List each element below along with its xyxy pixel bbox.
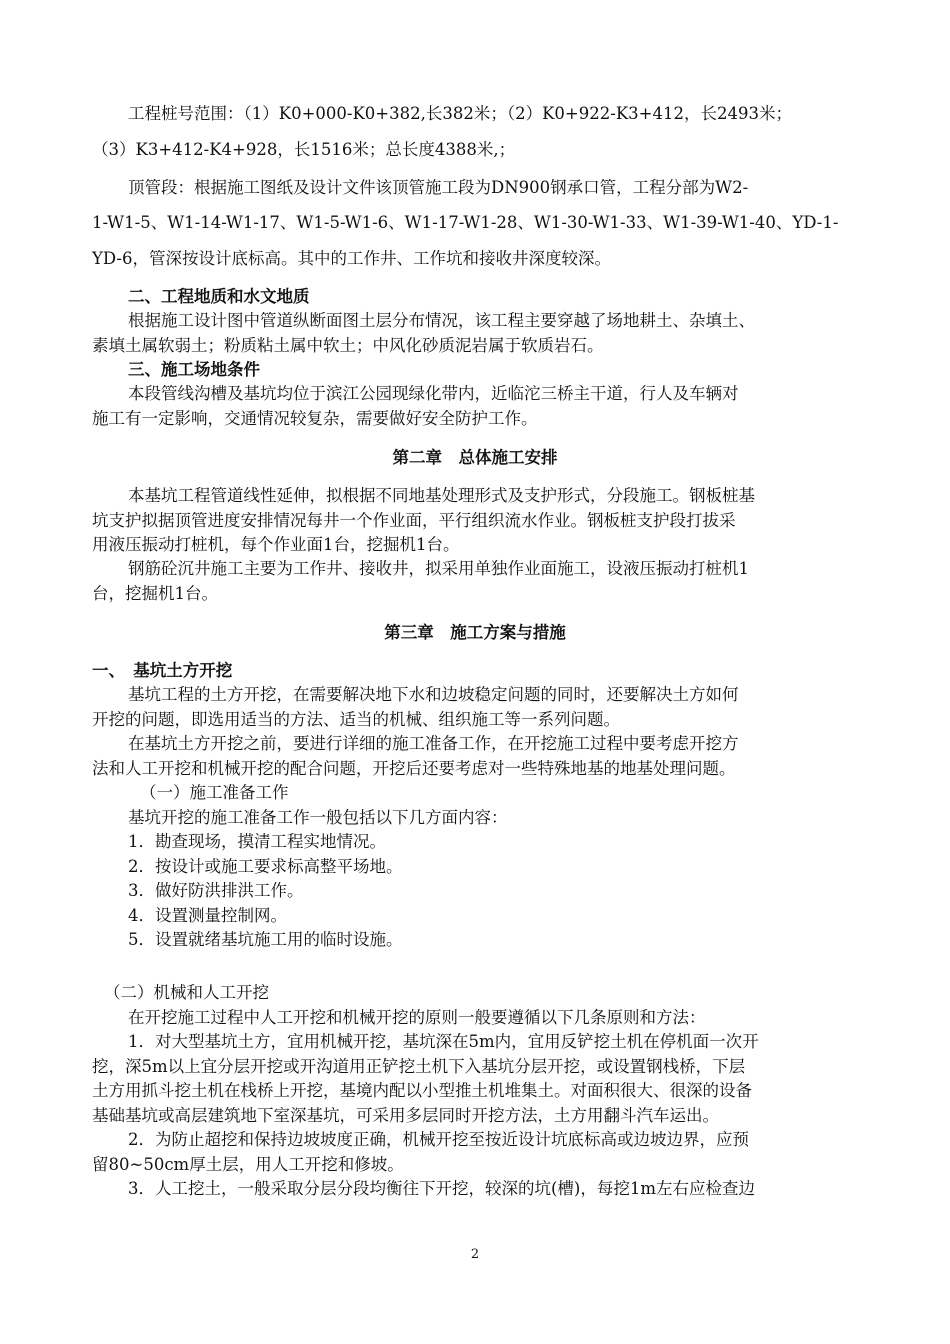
chapter-heading: 第二章 总体施工安排 [392,448,558,467]
section-heading: 三、施工场地条件 [128,360,260,379]
list-item: 1．勘查现场，摸清工程实地情况。 [128,832,386,851]
text-line: 基础基坑或高层建筑地下室深基坑，可采用多层同时开挖方法，土方用翻斗汽车运出。 [92,1106,719,1125]
list-item: 2．按设计或施工要求标高整平场地。 [128,857,403,876]
list-item: 5．设置就绪基坑施工用的临时设施。 [128,930,403,949]
list-item: 3．做好防洪排洪工作。 [128,881,304,900]
text-line: 1-W1-5、W1-14-W1-17、W1-5-W1-6、W1-17-W1-28、W1-30-W1-33、W1-39-W1-40、YD-1- [92,213,839,232]
text-line: 3．人工挖土，一般采取分层分段均衡往下开挖，较深的坑(槽)，每挖1m左右应检查边 [128,1179,756,1198]
subsection-heading: （二）机械和人工开挖 [104,983,269,1002]
list-item: 4．设置测量控制网。 [128,906,287,925]
text-line: 2．为防止超挖和保持边坡坡度正确，机械开挖至按近设计坑底标高或边坡边界，应预 [128,1130,749,1149]
text-line: 钢筋砼沉井施工主要为工作井、接收井，拟采用单独作业面施工，设液压振动打桩机1 [128,559,749,578]
text-line: 开挖的问题，即选用适当的方法、适当的机械、组织施工等一系列问题。 [92,710,620,729]
text-line: 法和人工开挖和机械开挖的配合问题，开挖后还要考虑对一些特殊地基的地基处理问题。 [92,759,736,778]
text-line: 土方用抓斗挖土机在栈桥上开挖，基境内配以小型推土机堆集土。对面积很大、很深的设备 [92,1081,752,1100]
text-line: 挖，深5m以上宜分层开挖或开沟道用正铲挖土机下入基坑分层开挖，或设置钢栈桥，下层 [92,1057,746,1076]
section-heading: 一、 基坑土方开挖 [92,661,233,680]
text-line: 在基坑土方开挖之前，要进行详细的施工准备工作，在开挖施工过程中要考虑开挖方 [128,734,739,753]
subsection-heading: （一）施工准备工作 [140,783,289,802]
text-line: 基坑工程的土方开挖，在需要解决地下水和边坡稳定问题的同时，还要解决土方如何 [128,685,739,704]
text-line: 台，挖掘机1台。 [92,584,218,603]
text-line: 施工有一定影响，交通情况较复杂，需要做好安全防护工作。 [92,409,538,428]
text-line: YD-6，管深按设计底标高。其中的工作井、工作坑和接收井深度较深。 [92,249,612,268]
text-line: 根据施工设计图中管道纵断面图土层分布情况，该工程主要穿越了场地耕土、杂填土、 [128,311,755,330]
page-number: 2 [470,1247,480,1262]
chapter-heading: 第三章 施工方案与措施 [384,623,566,642]
text-line: 留80~50cm厚土层，用人工开挖和修坡。 [92,1155,404,1174]
text-line: 用液压振动打桩机，每个作业面1台，挖掘机1台。 [92,535,460,554]
text-line: 本段管线沟槽及基坑均位于滨江公园现绿化带内，近临沱三桥主干道，行人及车辆对 [128,384,739,403]
text-line: 1．对大型基坑土方，宜用机械开挖，基坑深在5m内，宜用反铲挖土机在停机面一次开 [128,1032,759,1051]
text-line: （3）K3+412-K4+928，长1516米；总长度4388米,； [92,140,516,159]
text-line: 工程桩号范围：（1）K0+000-K0+382,长382米；（2）K0+922-K3+412，长2493米； [128,104,792,123]
text-line: 基坑开挖的施工准备工作一般包括以下几方面内容： [128,808,508,827]
text-line: 坑支护拟据顶管进度安排情况每井一个作业面，平行组织流水作业。钢板桩支护段打拔采 [92,511,736,530]
text-line: 本基坑工程管道线性延伸，拟根据不同地基处理形式及支护形式，分段施工。钢板桩基 [128,486,755,505]
text-line: 顶管段：根据施工图纸及设计文件该顶管施工段为DN900钢承口管，工程分部为W2- [128,178,749,197]
section-heading: 二、工程地质和水文地质 [128,287,310,306]
text-line: 在开挖施工过程中人工开挖和机械开挖的原则一般要遵循以下几条原则和方法： [128,1008,706,1027]
text-line: 素填土属软弱土；粉质粘土属中软土；中风化砂质泥岩属于软质岩石。 [92,336,604,355]
